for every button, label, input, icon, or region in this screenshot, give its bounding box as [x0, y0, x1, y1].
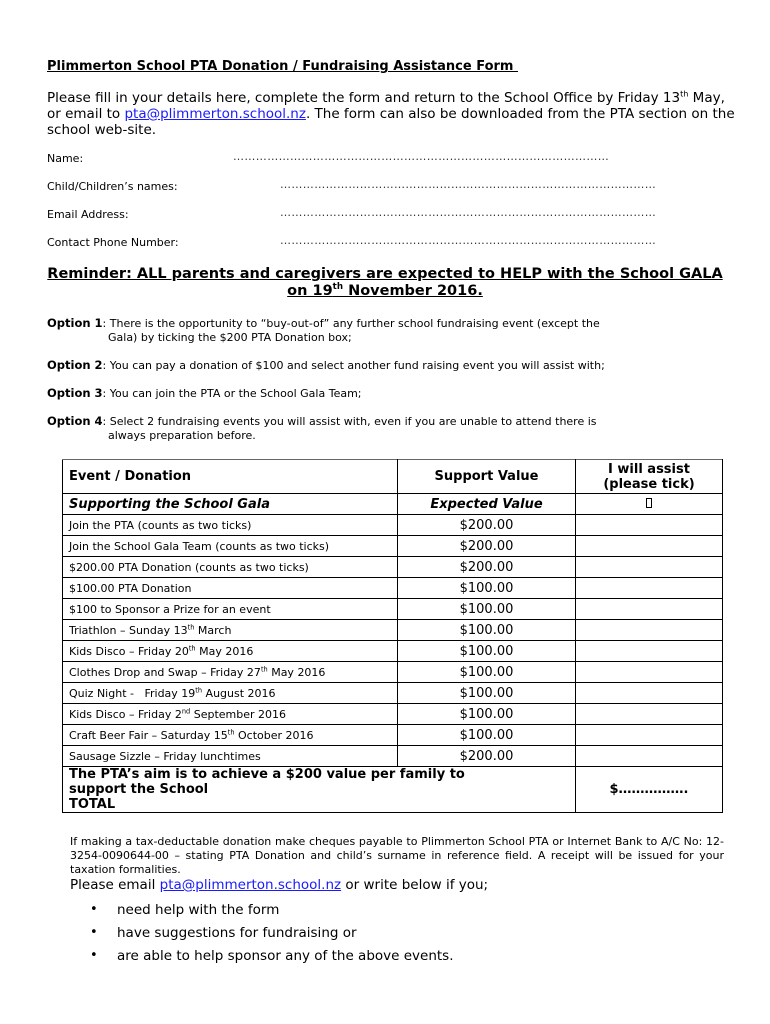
- table-row: [63, 746, 723, 767]
- row-event: [63, 536, 398, 557]
- event-text: Join the PTA (counts as two ticks): [69, 518, 252, 532]
- name-label: Name:: [47, 152, 84, 165]
- intro-text-2: May, or email to: [47, 90, 725, 122]
- table-subheader-row: [63, 494, 723, 515]
- intro-text-3: . The form can also be downloaded from the PTA section on the school web-site.: [47, 106, 735, 138]
- header-assist-line1: I will assist: [608, 461, 690, 477]
- intro-paragraph: [47, 90, 737, 138]
- event-text: Sausage Sizzle – Friday lunchtimes: [69, 749, 261, 763]
- reminder-text-2: November 2016.: [343, 283, 483, 299]
- row-value: $100.00: [398, 620, 576, 641]
- reminder-text-1: Reminder: ALL parents and caregivers are expected to HELP with the School GALA on 19: [47, 266, 723, 299]
- event-sup: th: [260, 664, 268, 673]
- contact-text-2: or write below if you;: [341, 877, 489, 893]
- table-row: [63, 578, 723, 599]
- event-sup: th: [227, 727, 235, 736]
- event-text: Triathlon – Sunday 13: [69, 623, 188, 637]
- list-item-text: have suggestions for fundraising or: [117, 924, 357, 941]
- tick-cell[interactable]: [576, 557, 723, 578]
- option-text-cont: always preparation before.: [108, 429, 256, 442]
- tick-cell[interactable]: [576, 746, 723, 767]
- pta-email-link-2[interactable]: pta@plimmerton.school.nz: [159, 877, 342, 893]
- row-value: $100.00: [398, 662, 576, 683]
- total-line2: support the School: [69, 782, 209, 797]
- children-names-field[interactable]: ………………………………………………………………………………………: [280, 178, 657, 191]
- event-text: $100 to Sponsor a Prize for an event: [69, 602, 271, 616]
- contact-text-1: Please email: [70, 877, 160, 893]
- box-placeholder-icon: [646, 498, 652, 508]
- row-event: [63, 641, 398, 662]
- email-label: Email Address:: [47, 208, 129, 221]
- email-field[interactable]: ………………………………………………………………………………………: [280, 206, 657, 219]
- row-value: $200.00: [398, 515, 576, 536]
- tick-cell[interactable]: [576, 536, 723, 557]
- option-text: : There is the opportunity to “buy-out-of” any further school fundraising event (except the: [102, 317, 600, 330]
- event-text: Kids Disco – Friday 20: [69, 644, 189, 658]
- tick-cell[interactable]: [576, 704, 723, 725]
- table-row: [63, 641, 723, 662]
- pta-email-link[interactable]: pta@plimmerton.school.nz: [124, 106, 306, 122]
- list-item: [90, 921, 454, 944]
- tax-deductible-note: If making a tax-deductable donation make cheques payable to Plimmerton School PTA or Internet Bank to A/C No: 12-3254-0090644-00 – stating PTA Donation and child’s surname in reference field. A receipt will be issued for your taxation formalities.: [70, 835, 724, 876]
- table-row: [63, 599, 723, 620]
- option-label: Option 2: [47, 358, 103, 372]
- table-row: [63, 725, 723, 746]
- tick-cell[interactable]: [576, 683, 723, 704]
- name-field[interactable]: ………………………………………………………………………………………: [233, 150, 610, 163]
- option-3: [47, 386, 727, 401]
- tick-cell[interactable]: [576, 578, 723, 599]
- subheader-event: Supporting the School Gala: [63, 494, 398, 515]
- event-text: Quiz Night - Friday 19: [69, 686, 196, 700]
- events-table: [62, 459, 723, 813]
- option-text: : Select 2 fundraising events you will assist with, even if you are unable to attend there is: [102, 415, 597, 428]
- row-event: [63, 515, 398, 536]
- event-text: Join the School Gala Team (counts as two ticks): [69, 539, 330, 553]
- row-value: $100.00: [398, 641, 576, 662]
- bullet-icon: •: [90, 948, 98, 963]
- contact-prompt: [70, 877, 488, 893]
- row-value: $100.00: [398, 578, 576, 599]
- event-sup: th: [195, 685, 203, 694]
- row-value: $200.00: [398, 746, 576, 767]
- intro-sup: th: [680, 88, 689, 99]
- tick-cell[interactable]: [576, 515, 723, 536]
- row-event: [63, 662, 398, 683]
- table-row: [63, 662, 723, 683]
- event-text-after: May 2016: [195, 644, 254, 658]
- intro-text-1: Please fill in your details here, complete the form and return to the School Office by Friday 13: [47, 90, 681, 106]
- event-text: Craft Beer Fair – Saturday 15: [69, 728, 228, 742]
- bullet-icon: •: [90, 902, 98, 917]
- header-value: Support Value: [398, 460, 576, 494]
- row-event: [63, 557, 398, 578]
- subheader-value: Expected Value: [398, 494, 576, 515]
- row-event: [63, 683, 398, 704]
- row-event: [63, 725, 398, 746]
- row-value: $100.00: [398, 683, 576, 704]
- table-row: [63, 515, 723, 536]
- event-sup: th: [188, 643, 196, 652]
- table-row: [63, 620, 723, 641]
- tick-cell[interactable]: [576, 725, 723, 746]
- list-item-text: need help with the form: [117, 901, 280, 918]
- total-value-field[interactable]: $…………….: [576, 767, 723, 813]
- option-text-cont: Gala) by ticking the $200 PTA Donation box;: [108, 331, 352, 344]
- option-4: [47, 414, 727, 443]
- header-event: Event / Donation: [63, 460, 398, 494]
- tick-cell[interactable]: [576, 641, 723, 662]
- event-text: Kids Disco – Friday 2: [69, 707, 182, 721]
- row-event: [63, 746, 398, 767]
- total-line1: The PTA’s aim is to achieve a $200 value per family to: [69, 767, 465, 782]
- row-value: $200.00: [398, 557, 576, 578]
- help-list: [90, 898, 454, 967]
- option-text: : You can join the PTA or the School Gala Team;: [102, 387, 362, 400]
- option-label: Option 3: [47, 386, 103, 400]
- event-text-after: October 2016: [234, 728, 314, 742]
- event-text: Clothes Drop and Swap – Friday 27: [69, 665, 261, 679]
- option-2: [47, 358, 727, 373]
- list-item: [90, 898, 454, 921]
- event-text: $200.00 PTA Donation (counts as two ticks): [69, 560, 309, 574]
- event-text-after: August 2016: [202, 686, 276, 700]
- table-row: [63, 683, 723, 704]
- row-event: [63, 704, 398, 725]
- row-value: $100.00: [398, 704, 576, 725]
- row-value: $100.00: [398, 725, 576, 746]
- row-event: [63, 620, 398, 641]
- form-title: Plimmerton School PTA Donation / Fundraising Assistance Form: [47, 59, 518, 74]
- row-event: [63, 578, 398, 599]
- bullet-icon: •: [90, 925, 98, 940]
- option-label: Option 4: [47, 414, 103, 428]
- row-event: [63, 599, 398, 620]
- total-label: [63, 767, 576, 813]
- children-names-label: Child/Children’s names:: [47, 180, 178, 193]
- table-row: [63, 536, 723, 557]
- table-row: [63, 704, 723, 725]
- event-sup: nd: [181, 706, 191, 715]
- list-item: [90, 944, 454, 967]
- subheader-tick: [576, 494, 723, 515]
- phone-field[interactable]: ………………………………………………………………………………………: [280, 234, 657, 247]
- row-value: $100.00: [398, 599, 576, 620]
- table-header-row: [63, 460, 723, 494]
- table-total-row: [63, 767, 723, 813]
- option-text: : You can pay a donation of $100 and select another fund raising event you will assist with;: [102, 359, 605, 372]
- event-text-after: September 2016: [190, 707, 287, 721]
- tick-cell[interactable]: [576, 599, 723, 620]
- tick-cell[interactable]: [576, 662, 723, 683]
- reminder-sup: th: [332, 282, 344, 293]
- table-row: [63, 557, 723, 578]
- event-text: $100.00 PTA Donation: [69, 581, 192, 595]
- event-sup: th: [187, 622, 195, 631]
- tick-cell[interactable]: [576, 620, 723, 641]
- option-1: [47, 316, 727, 345]
- reminder-heading: [45, 266, 725, 300]
- header-assist: [576, 460, 723, 494]
- phone-label: Contact Phone Number:: [47, 236, 179, 249]
- event-text-after: May 2016: [267, 665, 326, 679]
- header-assist-line2: (please tick): [603, 476, 695, 492]
- option-label: Option 1: [47, 316, 103, 330]
- total-line3: TOTAL: [69, 797, 116, 812]
- row-value: $200.00: [398, 536, 576, 557]
- event-text-after: March: [194, 623, 232, 637]
- list-item-text: are able to help sponsor any of the above events.: [117, 947, 454, 964]
